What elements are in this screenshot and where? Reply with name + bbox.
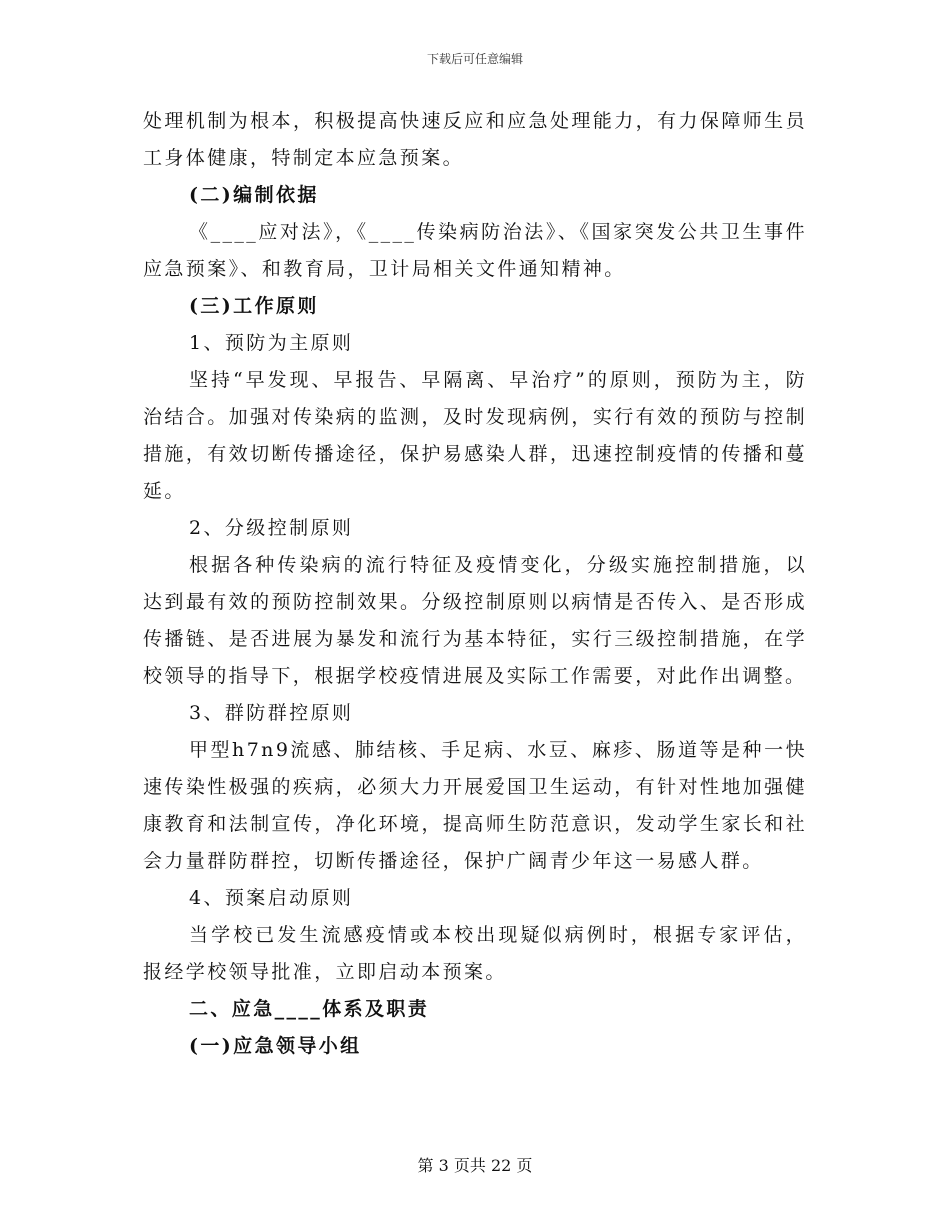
heading-section-two: 二、应急____体系及职责 xyxy=(189,998,430,1020)
heading-leadership-group: (一)应急领导小组 xyxy=(189,1035,362,1057)
page-header: 下载后可任意编辑 xyxy=(426,52,523,66)
heading-basis: (二)编制依据 xyxy=(189,184,319,206)
paragraph-intro: 处理机制为根本，积极提高快速反应和应急处理能力，有力保障师生员工身体健康，特制定本应急预案。 xyxy=(143,110,807,169)
paragraph-plan-activation: 当学校已发生流感疫情或本校出现疑似病例时，根据专家评估，报经学校领导批准，立即启动本预案。 xyxy=(143,924,807,983)
subheading-prevention: 1、预防为主原则 xyxy=(189,332,354,354)
subheading-plan-activation: 4、预案启动原则 xyxy=(189,887,354,909)
subheading-graded-control: 2、分级控制原则 xyxy=(189,517,354,539)
page-footer: 第 3 页共 22 页 xyxy=(417,1156,533,1175)
heading-principles: (三)工作原则 xyxy=(189,295,319,317)
paragraph-prevention: 坚持“早发现、早报告、早隔离、早治疗”的原则，预防为主，防治结合。加强对传染病的监测，及时发现病例，实行有效的预防与控制措施，有效切断传播途径，保护易感染人群，迅速控制疫情的传播和蔓延。 xyxy=(143,369,807,502)
paragraph-group-control: 甲型h7n9流感、肺结核、手足病、水豆、麻疹、肠道等是种一快速传染性极强的疾病，必须大力开展爱国卫生运动，有针对性地加强健康教育和法制宣传，净化环境，提高师生防范意识，发动学生家长和社会力量群防群控，切断传播途径，保护广阔青少年这一易感人群。 xyxy=(143,739,807,872)
paragraph-basis: 《____应对法》，《____传染病防治法》、《国家突发公共卫生事件应急预案》、和教育局，卫计局相关文件通知精神。 xyxy=(143,221,807,280)
paragraph-graded-control: 根据各种传染病的流行特征及疫情变化，分级实施控制措施，以达到最有效的预防控制效果。分级控制原则以病情是否传入、是否形成传播链、是否进展为暴发和流行为基本特征，实行三级控制措施，在学校领导的指导下，根据学校疫情进展及实际工作需要，对此作出调整。 xyxy=(143,554,807,687)
subheading-group-control: 3、群防群控原则 xyxy=(189,702,354,724)
document-body xyxy=(143,103,807,1065)
